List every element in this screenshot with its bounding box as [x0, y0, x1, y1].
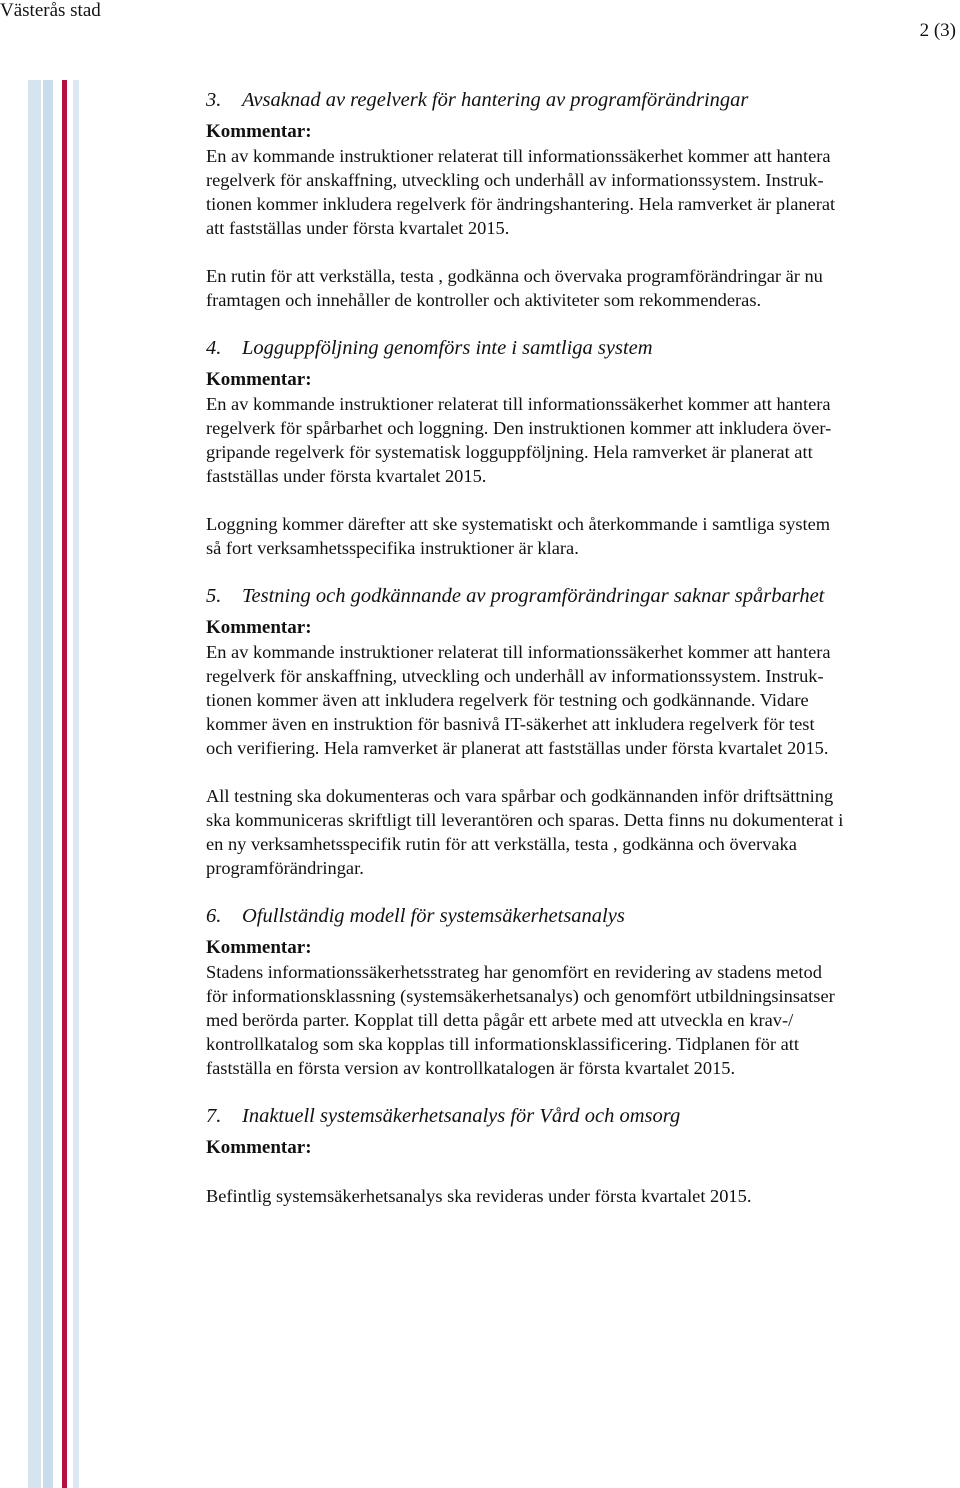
decorative-margin-stripes [28, 80, 88, 1488]
text-line: En av kommande instruktioner relaterat till informationssäkerhet kommer att hantera [206, 642, 831, 662]
text-line: Stadens informationssäkerhetsstrateg har genomfört en revidering av stadens metod [206, 962, 822, 982]
section-heading [206, 88, 936, 112]
text-line: kommer även en instruktion för basnivå IT-säkerhet att inkludera regelverk för test [206, 714, 815, 734]
text-line: för informationsklassning (systemsäkerhetsanalys) och genomfört utbildningsinsatser [206, 986, 835, 1006]
text-line: tionen kommer inkludera regelverk för ändringshantering. Hela ramverket är planerat [206, 194, 836, 214]
comment-paragraph [206, 144, 936, 240]
follow-up-paragraph [206, 264, 936, 312]
section-number: 3. [206, 89, 222, 111]
follow-up-paragraph [206, 1184, 936, 1208]
stripe-blue-2 [43, 80, 53, 1488]
comment-label: Kommentar: [206, 369, 312, 390]
follow-up-paragraph [206, 512, 936, 560]
section-number: 5. [206, 585, 222, 607]
section-title: Avsaknad av regelverk för hantering av programförändringar [242, 89, 749, 111]
section-3 [206, 88, 936, 312]
comment-label: Kommentar: [206, 1137, 312, 1158]
text-line: kontrollkatalog som ska kopplas till informationsklassificering. Tidplanen för att [206, 1034, 800, 1054]
text-line: programförändringar. [206, 858, 364, 878]
section-4 [206, 336, 936, 560]
text-line: en ny verksamhetsspecifik rutin för att verkställa, testa , godkänna och övervaka [206, 834, 797, 854]
section-heading [206, 584, 936, 608]
comment-paragraph [206, 640, 936, 760]
stripe-red [62, 80, 67, 1488]
comment-label: Kommentar: [206, 937, 312, 958]
text-line: En av kommande instruktioner relaterat till informationssäkerhet kommer att hantera [206, 146, 831, 166]
text-line: regelverk för anskaffning, utveckling och underhåll av informationssystem. Instruk- [206, 170, 824, 190]
text-line: tionen kommer även att inkludera regelverk för testning och godkännande. Vidare [206, 690, 809, 710]
section-number: 4. [206, 337, 222, 359]
section-6 [206, 904, 936, 1080]
comment-paragraph [206, 960, 936, 1080]
text-line: regelverk för anskaffning, utveckling och underhåll av informationssystem. Instruk- [206, 666, 824, 686]
text-line: att fastställas under första kvartalet 2015. [206, 218, 510, 238]
text-line: En rutin för att verkställa, testa , godkänna och övervaka programförändringar är nu [206, 266, 823, 286]
section-number: 7. [206, 1105, 222, 1127]
text-line: fastställas under första kvartalet 2015. [206, 466, 487, 486]
section-title: Logguppföljning genomförs inte i samtliga system [242, 337, 653, 359]
section-heading [206, 336, 936, 360]
section-5 [206, 584, 936, 880]
text-line: gripande regelverk för systematisk logguppföljning. Hela ramverket är planerat att [206, 442, 813, 462]
text-line: med berörda parter. Kopplat till detta pågår ett arbete med att utveckla en krav-/ [206, 1010, 794, 1030]
text-line: regelverk för spårbarhet och loggning. Den instruktionen kommer att inkludera över- [206, 418, 832, 438]
section-number: 6. [206, 905, 222, 927]
follow-up-paragraph [206, 784, 936, 880]
text-line: ska kommuniceras skriftligt till leverantören och sparas. Detta finns nu dokumenterat i [206, 810, 844, 830]
organization-name: Västerås stad [0, 0, 101, 21]
stripe-blue-3 [73, 80, 79, 1488]
comment-paragraph [206, 392, 936, 488]
text-line: så fort verksamhetsspecifika instruktioner är klara. [206, 538, 579, 558]
page-number: 2 (3) [919, 20, 956, 41]
text-line: fastställa en första version av kontrollkatalogen är första kvartalet 2015. [206, 1058, 736, 1078]
section-heading [206, 1104, 936, 1128]
section-title: Ofullständig modell för systemsäkerhetsanalys [242, 905, 625, 927]
text-line: Loggning kommer därefter att ske systematiskt och återkommande i samtliga system [206, 514, 831, 534]
text-line: och verifiering. Hela ramverket är planerat att fastställas under första kvartalet 2015. [206, 738, 829, 758]
stripe-blue-1 [28, 80, 41, 1488]
text-line: En av kommande instruktioner relaterat till informationssäkerhet kommer att hantera [206, 394, 831, 414]
section-title: Inaktuell systemsäkerhetsanalys för Vård och omsorg [242, 1105, 681, 1127]
text-line: framtagen och innehåller de kontroller och aktiviteter som rekommenderas. [206, 290, 762, 310]
text-line: Befintlig systemsäkerhetsanalys ska revideras under första kvartalet 2015. [206, 1186, 752, 1206]
comment-label: Kommentar: [206, 121, 312, 142]
section-7 [206, 1104, 936, 1208]
section-heading [206, 904, 936, 928]
text-line: All testning ska dokumenteras och vara spårbar och godkännanden inför driftsättning [206, 786, 834, 806]
comment-label: Kommentar: [206, 617, 312, 638]
document-body [206, 88, 936, 1208]
section-title: Testning och godkännande av programförändringar saknar spårbarhet [242, 585, 825, 607]
